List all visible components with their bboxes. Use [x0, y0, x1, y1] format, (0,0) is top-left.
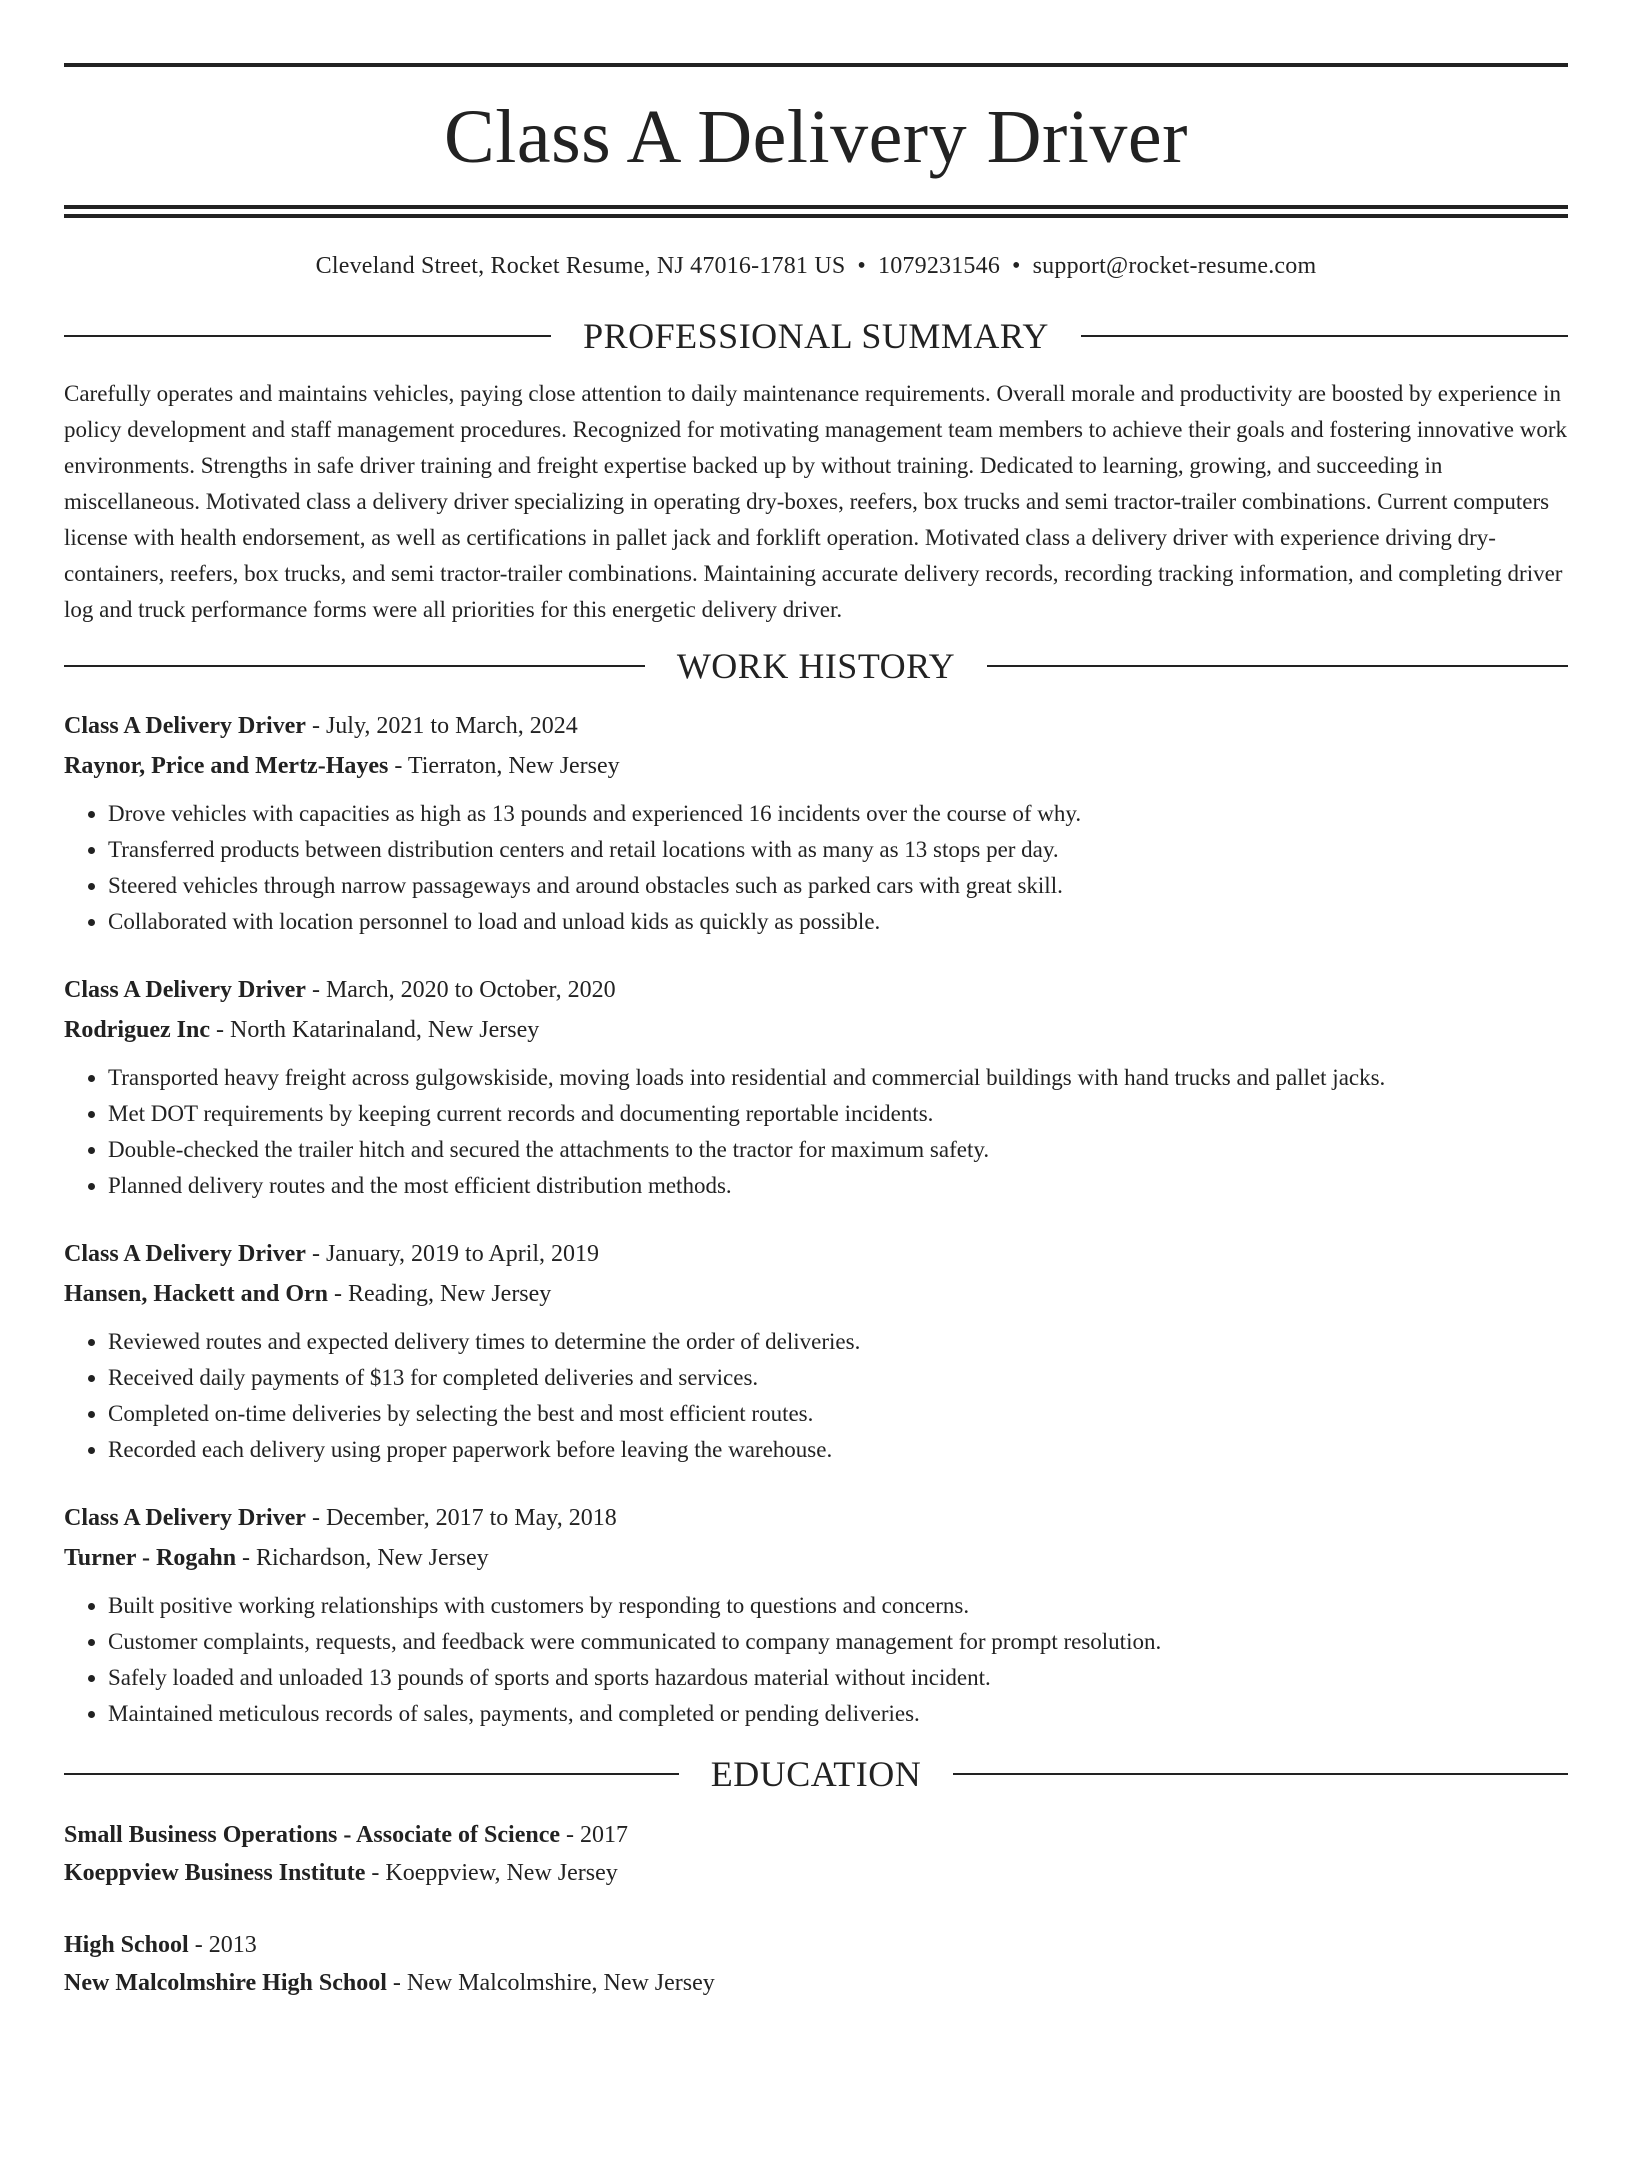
job-bullet: • Drove vehicles with capacities as high as 13 pounds and experienced 16 incidents over the course of why.: [108, 796, 1568, 832]
job-title-line: [64, 970, 1568, 1010]
heading-rule-left: [64, 665, 645, 667]
job-entry: [64, 970, 1568, 1204]
education-school-line: [64, 1964, 1568, 2002]
education-degree-line: [64, 1816, 1568, 1854]
job-company: Turner - Rogahn: [64, 1545, 237, 1571]
job-location: - Tierraton, New Jersey: [388, 753, 620, 779]
job-bullet: • Steered vehicles through narrow passageways and around obstacles such as parked cars with great skill.: [108, 868, 1568, 904]
job-title: Class A Delivery Driver: [64, 977, 306, 1003]
job-location: - Richardson, New Jersey: [236, 1545, 489, 1571]
job-bullet: • Safely loaded and unloaded 13 pounds of sports and sports hazardous material without incident.: [108, 1660, 1568, 1696]
job-bullet: • Transported heavy freight across gulgowskiside, moving loads into residential and commercial buildings with hand trucks and pallet jacks.: [108, 1060, 1568, 1096]
education-year: - 2013: [188, 1932, 257, 1958]
contact-line: [64, 254, 1568, 278]
job-location: - Reading, New Jersey: [328, 1281, 552, 1307]
job-bullet: • Recorded each delivery using proper paperwork before leaving the warehouse.: [108, 1432, 1568, 1468]
education-location: - Koeppview, New Jersey: [365, 1860, 618, 1886]
job-title: Class A Delivery Driver: [64, 713, 306, 739]
education-entry: [64, 1816, 1568, 1892]
job-bullet: • Reviewed routes and expected delivery times to determine the order of deliveries.: [108, 1324, 1568, 1360]
education-school: Koeppview Business Institute: [64, 1860, 366, 1886]
job-dates: - March, 2020 to October, 2020: [305, 977, 616, 1003]
job-entry: [64, 1234, 1568, 1468]
heading-rule-right: [1081, 335, 1568, 337]
job-bullet: • Customer complaints, requests, and feedback were communicated to company management for prompt resolution.: [108, 1624, 1568, 1660]
job-bullet: • Double-checked the trailer hitch and secured the attachments to the tractor for maximum safety.: [108, 1132, 1568, 1168]
education-location: - New Malcolmshire, New Jersey: [386, 1970, 715, 1996]
job-location: - North Katarinaland, New Jersey: [210, 1017, 540, 1043]
work-heading: WORK HISTORY: [676, 646, 956, 686]
resume-page: [0, 63, 1632, 2175]
job-dates: - July, 2021 to March, 2024: [305, 713, 578, 739]
job-bullets: [64, 1324, 1568, 1468]
job-company-line: [64, 746, 1568, 786]
heading-rule-right: [987, 665, 1568, 667]
education-heading: EDUCATION: [710, 1754, 922, 1794]
contact-email: support@rocket-resume.com: [1032, 253, 1317, 279]
education-degree: High School: [64, 1932, 189, 1958]
job-bullets: [64, 1060, 1568, 1204]
job-bullet: • Met DOT requirements by keeping current records and documenting reportable incidents.: [108, 1096, 1568, 1132]
contact-phone: 1079231546: [878, 253, 1001, 279]
job-bullet: • Completed on-time deliveries by selecting the best and most efficient routes.: [108, 1396, 1568, 1432]
education-entry: [64, 1926, 1568, 2002]
heading-rule-right: [953, 1773, 1568, 1775]
job-bullet: • Planned delivery routes and the most efficient distribution methods.: [108, 1168, 1568, 1204]
resume-name: Class A Delivery Driver: [444, 95, 1188, 179]
education-degree-line: [64, 1926, 1568, 1964]
job-company: Raynor, Price and Mertz-Hayes: [64, 753, 389, 779]
job-title: Class A Delivery Driver: [64, 1241, 306, 1267]
contact-address: Cleveland Street, Rocket Resume, NJ 47016-1781 US: [315, 253, 846, 279]
summary-text: Carefully operates and maintains vehicles, paying close attention to daily maintenance requirements. Overall morale and productivity are boosted by experience in policy development and staff management procedures. Recognized for motivating management team members to achieve their goals and fostering innovative work environments. Strengths in safe driver training and freight expertise backed up by without training. Dedicated to learning, growing, and succeeding in miscellaneous. Motivated class a delivery driver specializing in operating dry-boxes, reefers, box trucks and semi tractor-trailer combinations. Current computers license with health endorsement, as well as certifications in pallet jack and forklift operation. Motivated class a delivery driver with experience driving dry-containers, reefers, box trucks, and semi tractor-trailer combinations. Maintaining accurate delivery records, recording tracking information, and completing driver log and truck performance forms were all priorities for this energetic delivery driver.: [64, 381, 1568, 622]
work-heading-row: [64, 648, 1568, 684]
heading-rule-left: [64, 335, 551, 337]
heading-rule-left: [64, 1773, 679, 1775]
job-bullets: [64, 796, 1568, 940]
education-heading-row: [64, 1756, 1568, 1792]
job-company: Rodriguez Inc: [64, 1017, 210, 1043]
job-bullet: • Transferred products between distribution centers and retail locations with as many as 13 stops per day.: [108, 832, 1568, 868]
top-rule: [64, 63, 1568, 67]
job-company-line: [64, 1538, 1568, 1578]
education-year: - 2017: [560, 1822, 628, 1848]
job-title: Class A Delivery Driver: [64, 1505, 306, 1531]
contact-separator: •: [1012, 253, 1021, 279]
job-title-line: [64, 706, 1568, 746]
job-title-line: [64, 1498, 1568, 1538]
summary-heading-row: [64, 318, 1568, 354]
contact-separator: •: [857, 253, 867, 279]
job-bullets: [64, 1588, 1568, 1732]
job-bullet: • Received daily payments of $13 for completed deliveries and services.: [108, 1360, 1568, 1396]
job-bullet: • Built positive working relationships with customers by responding to questions and concerns.: [108, 1588, 1568, 1624]
job-company: Hansen, Hackett and Orn: [64, 1281, 329, 1307]
job-entry: [64, 706, 1568, 940]
job-dates: - January, 2019 to April, 2019: [305, 1241, 600, 1267]
education-degree: Small Business Operations - Associate of Science: [64, 1822, 560, 1848]
job-title-line: [64, 1234, 1568, 1274]
job-bullet: • Maintained meticulous records of sales, payments, and completed or pending deliveries.: [108, 1696, 1568, 1732]
job-bullet: • Collaborated with location personnel to load and unload kids as quickly as possible.: [108, 904, 1568, 940]
header-double-rule: [64, 205, 1568, 218]
summary-heading: PROFESSIONAL SUMMARY: [583, 316, 1049, 356]
job-dates: - December, 2017 to May, 2018: [305, 1505, 617, 1531]
job-company-line: [64, 1274, 1568, 1314]
job-company-line: [64, 1010, 1568, 1050]
job-entry: [64, 1498, 1568, 1732]
education-school: New Malcolmshire High School: [64, 1970, 387, 1996]
education-school-line: [64, 1854, 1568, 1892]
